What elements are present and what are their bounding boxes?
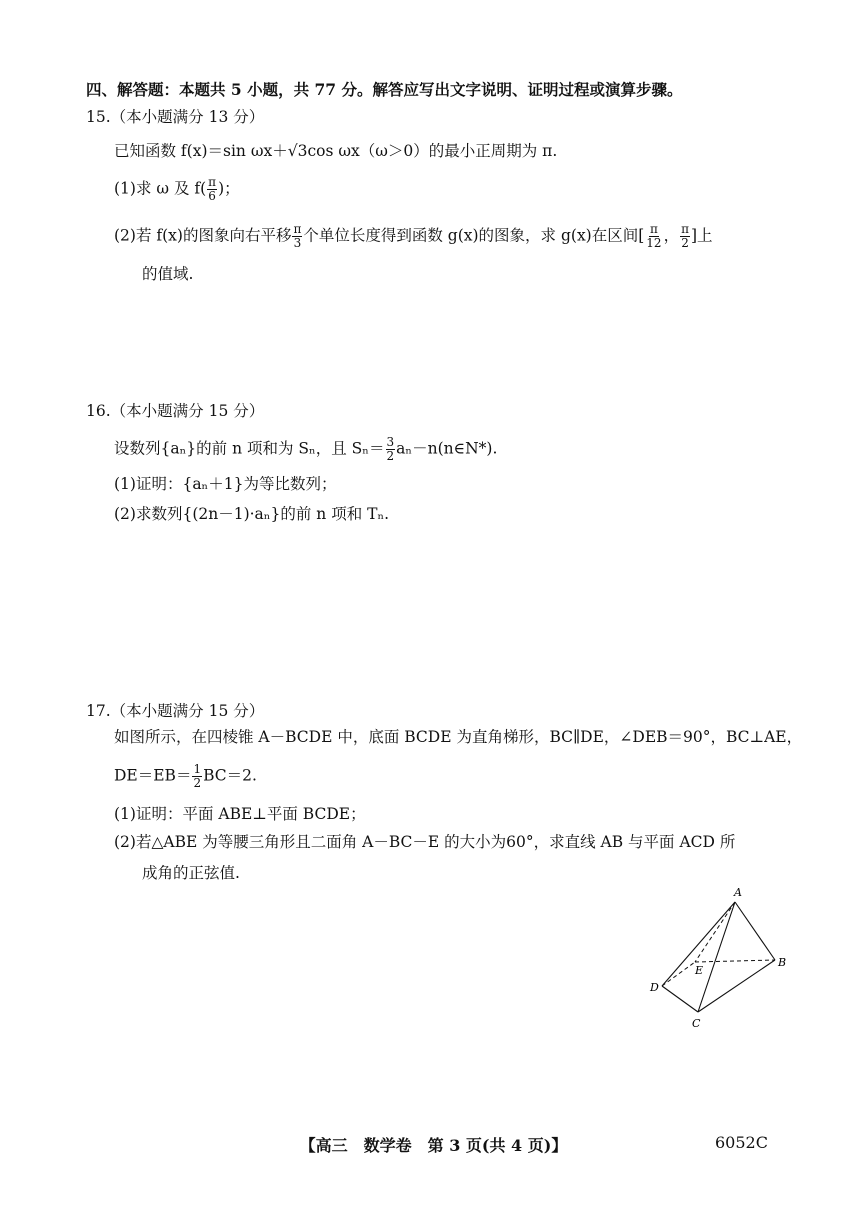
q16-part1: (1)证明：{aₙ＋1}为等比数列； (114, 475, 337, 493)
q15-stem: 已知函数 f(x)＝sin ωx＋√3cos ωx（ω＞0）的最小正周期为 π. (114, 142, 558, 160)
q17-stem2: DE＝EB＝ $\frac{1}{2}$ BC＝2. (114, 762, 257, 790)
fraction: $\frac{\pi}{2}$ (681, 222, 689, 250)
edge-CB (698, 960, 775, 1012)
fraction: $\frac{\pi}{3}$ (293, 222, 302, 250)
fraction: $\frac{\pi}{12}$ (646, 222, 662, 250)
q16-part2: (2)求数列{(2n－1)·aₙ}的前 n 项和 Tₙ. (114, 505, 390, 523)
edge-DE (662, 962, 695, 986)
q17-stem: 如图所示，在四棱锥 A－BCDE 中，底面 BCDE 为直角梯形，BC∥DE，∠DEB＝90°，BC⊥AE， (114, 728, 803, 746)
edge-AC (698, 902, 735, 1012)
fraction: $\frac{\pi}{6}$ (208, 175, 217, 203)
q17-part2-cont: 成角的正弦值. (142, 864, 240, 882)
label-A: A (734, 886, 742, 899)
q17-part2: (2)若△ABE 为等腰三角形且二面角 A－BC－E 的大小为60°，求直线 AB 与平面 ACD 所 (114, 833, 736, 851)
edge-AE (695, 902, 735, 962)
edge-DC (662, 986, 698, 1012)
q16-stem: 设数列{aₙ}的前 n 项和为 Sₙ，且 Sₙ＝ $\frac{3}{2}$ aₙ－n(n∈N*). (114, 435, 498, 463)
edge-AB (735, 902, 775, 960)
q15-part1: (1)求 ω 及 f( $\frac{\pi}{6}$ )； (114, 175, 240, 203)
q16-title: 16.（本小题满分 15 分） (86, 402, 265, 420)
label-D: D (650, 981, 659, 994)
label-B: B (778, 956, 787, 969)
page-footer: 【高三 数学卷 第 3 页(共 4 页)】 (299, 1136, 568, 1155)
q15-title: 15.（本小题满分 13 分） (86, 108, 265, 126)
fraction: $\frac{1}{2}$ (193, 762, 202, 790)
section-header: 四、解答题：本题共 5 小题，共 77 分。解答应写出文字说明、证明过程或演算步骤。 (86, 80, 683, 99)
q17-part1: (1)证明：平面 ABE⊥平面 BCDE； (114, 805, 366, 823)
edge-EB (695, 960, 775, 962)
q15-part2: (2)若 f(x)的图象向右平移 $\frac{\pi}{3}$ 个单位长度得到函数 g(x)的图象，求 g(x)在区间[ $\frac{\pi}{12}$ ， $\frac{\pi}{2}$ ]上 (114, 222, 713, 250)
paper-code: 6052C (715, 1133, 768, 1152)
pyramid-figure (640, 880, 800, 1040)
fraction: $\frac{3}{2}$ (386, 435, 395, 463)
q17-title: 17.（本小题满分 15 分） (86, 702, 265, 720)
q15-part2-cont: 的值域. (142, 265, 194, 283)
label-C: C (692, 1017, 701, 1030)
label-E: E (695, 964, 704, 977)
